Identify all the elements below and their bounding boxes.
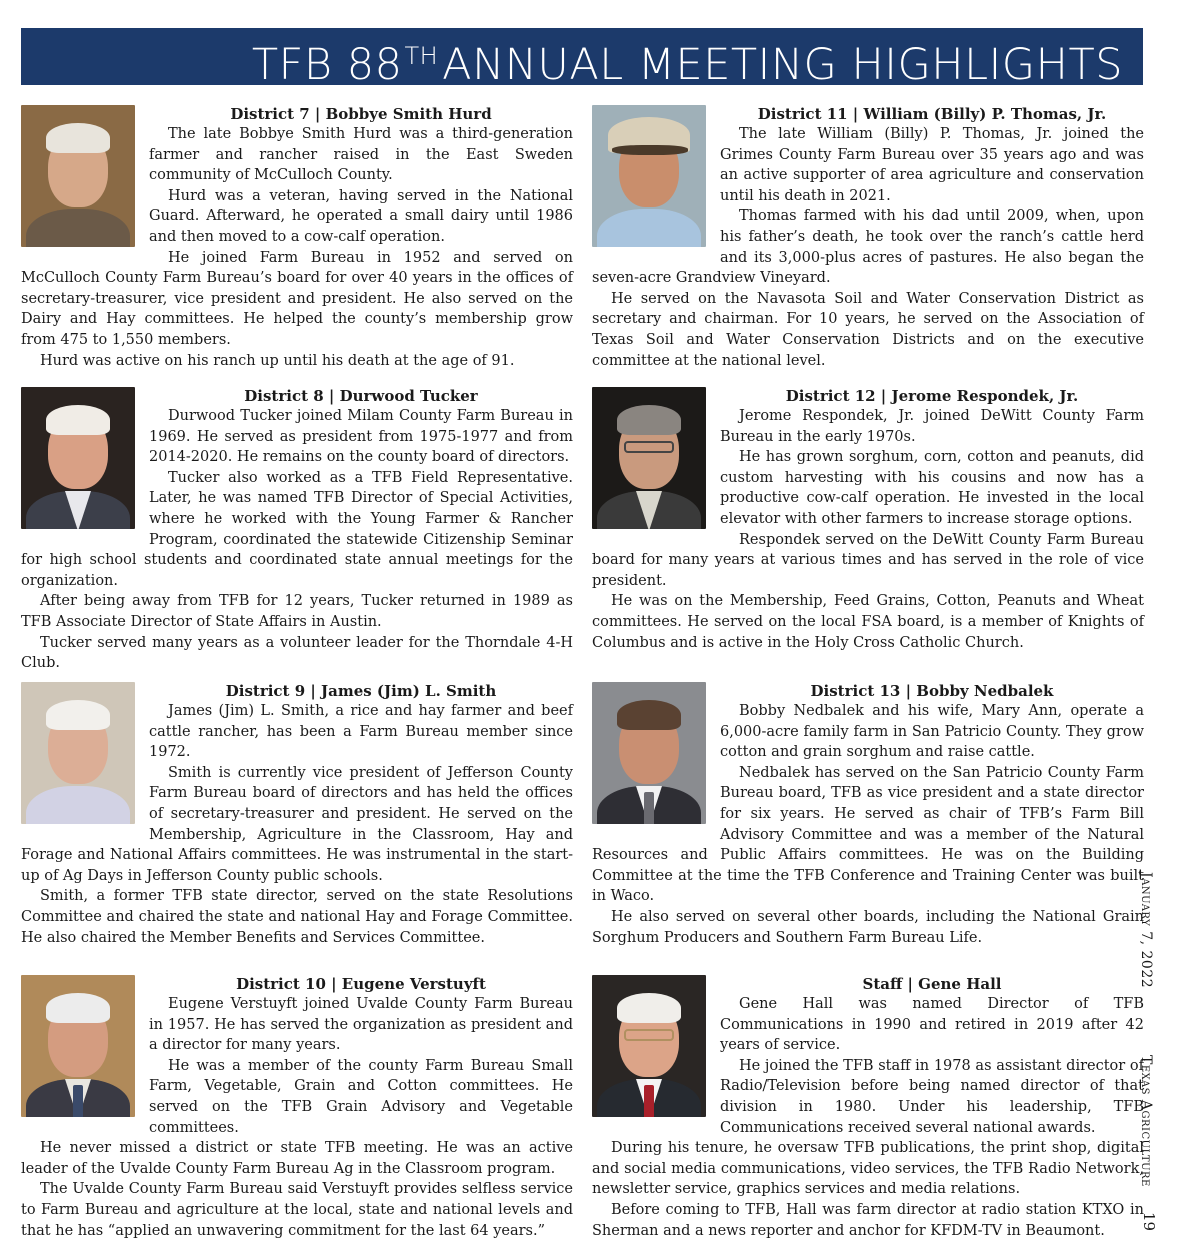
profile-title: District 9 | James (Jim) L. Smith: [225, 682, 497, 700]
profile-paragraph: Eugene Verstuyft joined Uvalde County Farm Bureau in 1957. He has served the organization as president and a director for many years.: [149, 996, 573, 1054]
portrait-photo: [592, 105, 706, 247]
profile-paragraph: Durwood Tucker joined Milam County Farm Bureau in 1969. He served as president from 1975-1977 and from 2014-2020. He remains on the county board of directors.: [149, 408, 573, 466]
page-number: 19: [1140, 1212, 1158, 1232]
profile-title: District 10 | Eugene Verstuyft: [236, 975, 486, 993]
profile-paragraph: Respondek served on the DeWitt County Farm Bureau board for many years at various times and has served in the role of vice president.: [592, 531, 1144, 589]
profile-title: District 12 | Jerome Respondek, Jr.: [785, 387, 1079, 405]
profile-staff-gene-hall: [592, 974, 1144, 1241]
profile-paragraph: He never missed a district or state TFB meeting. He was an active leader of the Uvalde County Farm Bureau Ag in the Classroom program.: [21, 1140, 573, 1177]
profile-title: District 11 | William (Billy) P. Thomas, Jr.: [757, 105, 1107, 123]
banner-text-post: ANNUAL MEETING HIGHLIGHTS: [442, 40, 1123, 85]
profile-paragraph: He was a member of the county Farm Bureau Small Farm, Vegetable, Grain and Cotton committees. He served on the TFB Grain Advisory and Vegetable committees.: [149, 1057, 573, 1136]
profile-paragraph: He joined the TFB staff in 1978 as assistant director of Radio/Television before being named director of that division in 1980. Under his leadership, TFB Communications received several national awards.: [720, 1057, 1144, 1136]
profile-paragraph: During his tenure, he oversaw TFB publications, the print shop, digital and social media communications, video services, the TFB Radio Network, newsletter service, graphics services and media relations.: [592, 1140, 1144, 1198]
profile-paragraph: He has grown sorghum, corn, cotton and peanuts, did custom harvesting with his cousins and now has a productive cow-calf operation. He invested in the local elevator with other farmers to increase storage options.: [720, 449, 1144, 527]
publication-name-text: Texas Agriculture: [1138, 1055, 1154, 1187]
portrait-photo: [21, 387, 135, 529]
banner-text-pre: TFB 88: [251, 40, 403, 85]
profile-paragraph: The late Bobbye Smith Hurd was a third-generation farmer and rancher raised in the East Sweden community of McCulloch County.: [149, 126, 573, 184]
profile-paragraph: James (Jim) L. Smith, a rice and hay farmer and beef cattle rancher, has been a Farm Bureau member since 1972.: [149, 703, 573, 761]
profile-paragraph: The late William (Billy) P. Thomas, Jr. joined the Grimes County Farm Bureau over 35 years ago and was an active supporter of area agriculture and conservation until his death in 2021.: [720, 126, 1144, 204]
profile-district-8: [21, 386, 573, 674]
portrait-photo: [592, 975, 706, 1117]
profile-paragraph: Bobby Nedbalek and his wife, Mary Ann, operate a 6,000-acre family farm in San Patricio County. They grow cotton and grain sorghum and raise cattle.: [720, 703, 1144, 761]
profile-district-7: [21, 104, 573, 371]
profile-paragraph: He also served on several other boards, including the National Grain Sorghum Producers and Southern Farm Bureau Life.: [592, 908, 1144, 946]
profile-district-10: [21, 974, 573, 1241]
page-banner: [21, 28, 1143, 85]
profile-title: Staff | Gene Hall: [862, 975, 1002, 993]
banner-superscript: TH: [404, 42, 439, 70]
profile-paragraph: Hurd was a veteran, having served in the National Guard. Afterward, he operated a small dairy until 1986 and then moved to a cow-calf operation.: [149, 187, 573, 245]
profile-paragraph: Jerome Respondek, Jr. joined DeWitt County Farm Bureau in the early 1970s.: [720, 408, 1144, 445]
portrait-photo: [592, 387, 706, 529]
portrait-photo: [592, 682, 706, 824]
profile-paragraph: The Uvalde County Farm Bureau said Verstuyft provides selfless service to Farm Bureau and agriculture at the local, state and national levels and that he has “applied an unwavering commitment for the last 64 years.”: [21, 1181, 573, 1239]
profile-paragraph: Gene Hall was named Director of TFB Communications in 1990 and retired in 2019 after 42 years of service.: [720, 996, 1144, 1054]
profile-paragraph: He served on the Navasota Soil and Water Conservation District as secretary and chairman. For 10 years, he served on the Association of Texas Soil and Water Conservation Districts and on the executive committee at the national level.: [592, 290, 1144, 369]
profile-paragraph: He joined Farm Bureau in 1952 and served on McCulloch County Farm Bureau’s board for over 40 years in the offices of secretary-treasurer, vice president and president. He also served on the Dairy and Hay committees. He helped the county’s membership grow from 475 to 1,550 members.: [21, 249, 573, 348]
profile-title: District 8 | Durwood Tucker: [244, 387, 478, 405]
profile-district-12: [592, 386, 1144, 653]
profile-paragraph: Thomas farmed with his dad until 2009, when, upon his father’s death, he took over the ranch’s cattle herd and its 3,000-plus acres of pastures. He also began the seven-acre Grandview Vineyard.: [592, 208, 1144, 287]
profile-paragraph: Smith, a former TFB state director, served on the state Resolutions Committee and chaired the state and national Hay and Forage Committee. He also chaired the Member Benefits and Services Committee.: [21, 888, 573, 946]
profile-paragraph: Nedbalek has served on the San Patricio County Farm Bureau board, TFB as vice president and a state director for six years. He served as chair of TFB’s Farm Bill Advisory Committee and was a member of the Natural Resources and Public Affairs committees. He was on the Building Committee at the time the TFB Conference and Training Center was built in Waco.: [592, 764, 1144, 905]
profile-district-13: [592, 681, 1144, 948]
portrait-photo: [21, 105, 135, 247]
profile-paragraph: Before coming to TFB, Hall was farm director at radio station KTXO in Sherman and a news reporter and anchor for KFDM-TV in Beaumont.: [592, 1201, 1144, 1239]
profile-paragraph: Tucker served many years as a volunteer leader for the Thorndale 4-H Club.: [21, 634, 573, 672]
profile-paragraph: Smith is currently vice president of Jefferson County Farm Bureau board of directors and has held the offices of secretary-treasurer and president. He served on the Membership, Agriculture in the Classroom, Hay and Forage and National Affairs committees. He was instrumental in the start-up of Ag Days in Jefferson County public schools.: [21, 764, 573, 884]
portrait-photo: [21, 975, 135, 1117]
profile-paragraph: Hurd was active on his ranch up until his death at the age of 91.: [40, 352, 515, 369]
profile-district-11: [592, 104, 1144, 371]
portrait-photo: [21, 682, 135, 824]
issue-date-text: January 7, 2022: [1138, 872, 1154, 989]
profile-district-9: [21, 681, 573, 948]
publication-name: [1138, 1055, 1154, 1187]
profile-paragraph: After being away from TFB for 12 years, Tucker returned in 1989 as TFB Associate Director of State Affairs in Austin.: [21, 593, 573, 630]
profile-title: District 7 | Bobbye Smith Hurd: [230, 105, 492, 123]
profile-paragraph: He was on the Membership, Feed Grains, Cotton, Peanuts and Wheat committees. He served on the local FSA board, is a member of Knights of Columbus and is active in the Holy Cross Catholic Church.: [592, 593, 1144, 651]
profile-paragraph: Tucker also worked as a TFB Field Representative. Later, he was named TFB Director of Special Activities, where he worked with the Young Farmer & Rancher Program, coordinated the statewide Citizenship Seminar for high school students and coordinated state annual meetings for the organization.: [21, 469, 573, 589]
profile-title: District 13 | Bobby Nedbalek: [810, 682, 1054, 700]
issue-date: [1138, 872, 1154, 988]
